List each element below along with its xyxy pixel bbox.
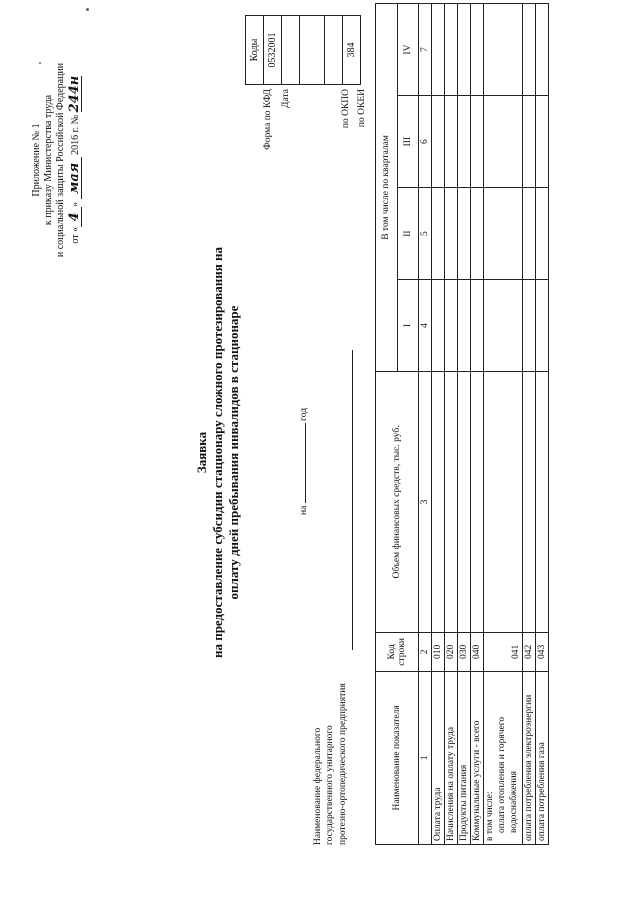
header-code: Код строки [376, 632, 419, 671]
appendix-date-prefix: от « [70, 226, 81, 244]
numbering-cell: 1 [419, 671, 432, 844]
row-volume-cell [522, 371, 535, 632]
row-q1-cell [432, 280, 445, 372]
title-line1: Заявка [194, 431, 209, 474]
appendix-line1: Приложение № 1 [31, 123, 42, 197]
org-label [312, 683, 349, 845]
row-q4-cell [432, 4, 445, 96]
row-code: 041 [484, 632, 523, 671]
appendix-date-month: мая [68, 157, 82, 199]
row-volume-cell [535, 371, 548, 632]
row-q1-cell [522, 280, 535, 372]
codes-date-value [282, 16, 300, 85]
table-row [445, 4, 458, 845]
table-numbering-row [419, 4, 432, 845]
row-volume-cell [445, 371, 458, 632]
title-line3: оплату дней пребывания инвалидов в стационаре [226, 305, 241, 600]
codes-table [245, 15, 361, 85]
row-q1-cell [445, 280, 458, 372]
row-code: 010 [432, 632, 445, 671]
numbering-cell: 7 [419, 4, 432, 96]
row-name-multiline [484, 671, 523, 844]
numbering-cell: 4 [419, 280, 432, 372]
codes-form-label: Форма по КФД [263, 89, 273, 150]
row-code: 020 [445, 632, 458, 671]
header-volume: Объем финансовых средств, тыс. руб. [376, 371, 419, 632]
table-row [484, 4, 523, 845]
table-header-row [376, 4, 398, 845]
row-q2-cell [484, 188, 523, 280]
row-name: Начисления на оплату труда [445, 671, 458, 844]
codes-date-label: Дата [281, 89, 291, 108]
row-name: Продукты питания [458, 671, 471, 844]
row-q2-cell [471, 188, 484, 280]
period-prefix: на [299, 505, 309, 515]
codes-form-value: 0532001 [264, 16, 282, 85]
row-name: оплата потребления электроэнергии [522, 671, 535, 844]
row-name: Оплата труда [432, 671, 445, 844]
row-code: 030 [458, 632, 471, 671]
row-q4-cell [458, 4, 471, 96]
table-row [522, 4, 535, 845]
document-title [195, 150, 240, 755]
numbering-cell: 5 [419, 188, 432, 280]
codes-okpo-value [325, 16, 343, 85]
row-q4-cell [471, 4, 484, 96]
row-q2-cell [445, 188, 458, 280]
table-row [432, 4, 445, 845]
codes-header: Коды [246, 16, 264, 85]
row-volume-cell [458, 371, 471, 632]
org-label-line3: протезно-ортопедического предприятия [337, 683, 348, 845]
row-q2-cell [458, 188, 471, 280]
row-volume-cell [432, 371, 445, 632]
row-q1-cell [458, 280, 471, 372]
row-q2-cell [535, 188, 548, 280]
appendix-doc-number: 244н [67, 75, 82, 113]
org-label-line2: государственного унитарного [325, 725, 336, 845]
row-q3-cell [432, 96, 445, 188]
table-row [471, 4, 484, 845]
numbering-cell: 3 [419, 371, 432, 632]
row-q3-cell [445, 96, 458, 188]
row-q4-cell [522, 4, 535, 96]
row-volume-cell [484, 371, 523, 632]
org-label-line1: Наименование федерального [313, 727, 323, 845]
table-row [535, 4, 548, 845]
row-q2-cell [522, 188, 535, 280]
indicators-table [375, 3, 549, 845]
row-name: Коммунальные услуги - всего [471, 671, 484, 844]
numbering-cell: 2 [419, 632, 432, 671]
row-q1-cell [471, 280, 484, 372]
table-row [458, 4, 471, 845]
numbering-cell: 6 [419, 96, 432, 188]
row-q4-cell [484, 4, 523, 96]
codes-okei-label: по ОКЕИ [357, 89, 367, 128]
row-q4-cell [445, 4, 458, 96]
row-q1-cell [535, 280, 548, 372]
header-q4: IV [397, 4, 419, 96]
header-q2: II [397, 188, 419, 280]
row-volume-cell [471, 371, 484, 632]
header-quarters: В том числе по кварталам [376, 4, 398, 372]
row-q3-cell [522, 96, 535, 188]
codes-okei-value: 384 [343, 16, 361, 85]
row-name-line: в том числе: [485, 791, 495, 841]
row-code: 040 [471, 632, 484, 671]
org-name-blank [352, 350, 353, 650]
title-line2: на предоставление субсидии стационару сложного протезирования на [210, 246, 225, 659]
header-name: Наименование показателя [376, 671, 419, 844]
header-q1: I [397, 280, 419, 372]
row-q4-cell [535, 4, 548, 96]
row-q1-cell [484, 280, 523, 372]
period-suffix: год [299, 407, 309, 421]
appendix-date-day: 4 [68, 207, 82, 227]
row-code: 043 [535, 632, 548, 671]
row-name-line: водоснабжения [508, 770, 519, 833]
row-name-line: оплата отопления и горячего [496, 716, 507, 833]
row-code: 042 [522, 632, 535, 671]
header-q3: III [397, 96, 419, 188]
row-q2-cell [432, 188, 445, 280]
period-year-blank [305, 423, 306, 503]
appendix-block [32, 10, 82, 310]
appendix-line3: и социальной защиты Российской Федерации [55, 62, 66, 258]
codes-blank [300, 16, 325, 85]
row-q3-cell [458, 96, 471, 188]
appendix-date-line [68, 10, 82, 310]
row-q3-cell [484, 96, 523, 188]
appendix-line2: к приказу Министерства труда [43, 94, 54, 226]
appendix-date-mid: » [70, 201, 81, 207]
appendix-date-year: 2016 г. № [70, 114, 81, 155]
row-q3-cell [471, 96, 484, 188]
row-name: оплата потребления газа [535, 671, 548, 844]
row-q3-cell [535, 96, 548, 188]
codes-okpo-label: по ОКПО [341, 89, 351, 129]
period-line [300, 408, 310, 515]
